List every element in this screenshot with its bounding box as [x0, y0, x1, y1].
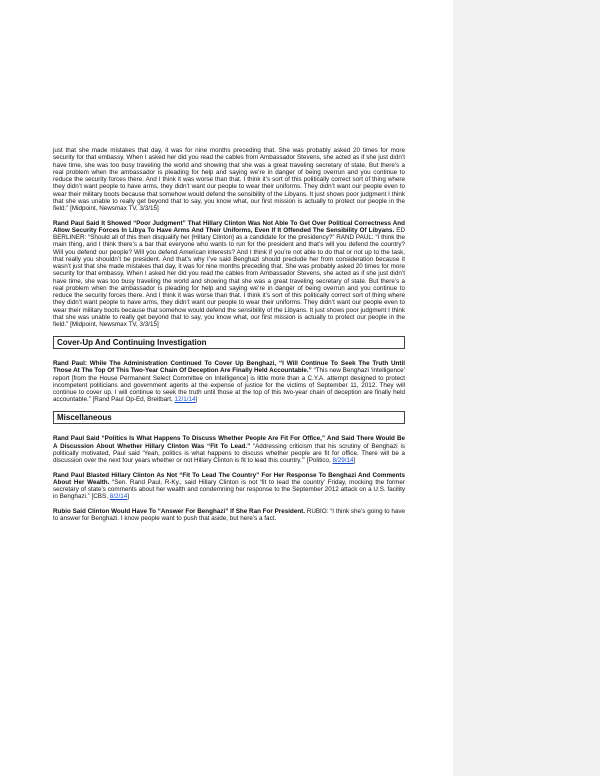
paragraph-heading: Rand Paul Blasted Hillary Clinton As Not “Fit To Lead The Country” For Her Response To Benghazi And Comments About Her Wealth.: [53, 471, 405, 486]
paragraph-fit-for-office: [53, 435, 405, 464]
paragraph-heading: Rand Paul: While The Administration Continued To Cover Up Benghazi, “I Will Continue To Seek The Truth Until Those At The Top Of This Two-Year Chain Of Deception Are Finally Held Accountable.”: [53, 360, 405, 375]
paragraph-heading: Rand Paul Said It Showed “Poor Judgment” That Hillary Clinton Was Not Able To Get Over Political Correctness And Allow Security Forces In Libya To Have Arms And Their Uniforms, Even If It Offended The Sensibility Of Libyans.: [53, 219, 405, 234]
paragraph-text: “Addressing criticism that his scrutiny of Benghazi is politically motivated, Paul said ‘Yeah, politics is what happens to discuss whether people are fit for office. There will be a discussion over the next four years whether or not Hillary Clinton is fit to lead this country.’” [Politico,: [53, 442, 405, 465]
paragraph-text: RUBIO: “I think she’s going to have to answer for Benghazi. I know people want to push that aside, but here’s a fact.: [53, 507, 406, 523]
comment-margin-pane: [453, 0, 600, 776]
paragraph-text: “Sen. Rand Paul, R-Ky., said Hillary Clinton is not ‘fit to lead the country’ Friday, mocking the former secretary of state’s comments about her wealth and condemning her response to the September 2012 attack on a U.S. facility in Benghazi.” [CBS,: [53, 478, 405, 501]
section-heading-cover-up: Cover-Up And Continuing Investigation: [53, 336, 405, 350]
paragraph-tail: ]: [127, 493, 129, 501]
source-link[interactable]: 8/2/14: [109, 493, 128, 501]
paragraph-tail: ]: [353, 457, 356, 465]
document-body: [53, 147, 405, 530]
paragraph-continued-quote: [53, 147, 405, 212]
paragraph-cover-up: [53, 360, 405, 404]
paragraph-rubio: [53, 508, 405, 523]
section-heading-miscellaneous: Miscellaneous: [53, 411, 405, 425]
paragraph-tail: ]: [195, 396, 198, 404]
paragraph-text: ED BERLINER: “Should all of this then disqualify her [Hillary Clinton] as a candidate for the presidency?” RAND PAUL: “I think the main thing, and I think there’s a bar that everyone who wants to run for the president and that’s will you defend the country? Will you defend our people? Will you defend American interests? And I think if you’re not able to do that or not up to the task, that really you shouldn’t be president. And that’s why I’ve said Benghazi should preclude her from consideration because it wasn’t just that she made mistakes that day, it was for nine months preceding that. She was probably asked 20 times for more security for that embassy. When I asked her did you read the cables from Ambassador Stevens, she acted as if she just didn’t have time, she was too busy traveling the world and showing that she was a great traveling secretary of state. But there’s a real problem when the ambassador is pleading for help and saying we’re in danger of being overrun and you continue to reduce the security forces there. And I think it was worse than that. I think it’s sort of this politically correct sort of thing where they didn’t want people to have arms, they didn’t want our people to wear their uniforms. They didn’t want our people even to wear their military boots because that somehow would defend the sensibility of the Libyans. It just shows poor judgment I think that she was unable to really get beyond that to say, you know what, our first mission is actually to protect our people in the field.” [Midpoint, Newsmax TV, 3/3/15]: [53, 226, 405, 329]
paragraph-poor-judgment: [53, 220, 405, 329]
paragraph-text: “This new Benghazi ‘intelligence’ report [from the House Permanent Select Committee on Intelligence] is little more than a C.Y.A. attempt designed to protect incompetent politicians and government agents at the expense of justice for the victims of September 11, 2012. They will continue to cover up. I will continue to seek the truth until those at the top of this two-year chain of deception are finally held accountable.” [Rand Paul Op-Ed, Breitbart,: [53, 367, 405, 404]
paragraph-heading: Rand Paul Said “Politics Is What Happens To Discuss Whether People Are Fit For Office,” And Said There Would Be A Discussion About Whether Hillary Clinton Was “Fit To Lead.”: [53, 435, 405, 450]
paragraph-fit-to-lead: [53, 472, 405, 501]
source-link[interactable]: 8/29/14: [332, 457, 354, 465]
paragraph-text: just that she made mistakes that day, it was for nine months preceding that. She was probably asked 20 times for more security for that embassy. When I asked her did you read the cables from Ambassador Stevens, she acted as if she just didn’t have time, she was too busy traveling the world and showing that she was a great traveling secretary of state. But there’s a real problem when the ambassador is pleading for help and saying we’re in danger of being overrun and you continue to reduce the security forces there. And I think it was worse than that. I think it’s sort of this politically correct sort of thing where they didn’t want people to have arms, they didn’t want our people to wear their uniforms. They didn’t want our people even to wear their military boots because that somehow would defend the sensibility of the Libyans. It just shows poor judgment I think that she was unable to really get beyond that to say, you know what, our first mission is actually to protect our people in the field.” [Midpoint, Newsmax TV, 3/3/15]: [53, 147, 405, 212]
source-link[interactable]: 12/1/14: [174, 396, 196, 404]
paragraph-heading: Rubio Said Clinton Would Have To “Answer For Benghazi” If She Ran For President.: [53, 507, 306, 515]
